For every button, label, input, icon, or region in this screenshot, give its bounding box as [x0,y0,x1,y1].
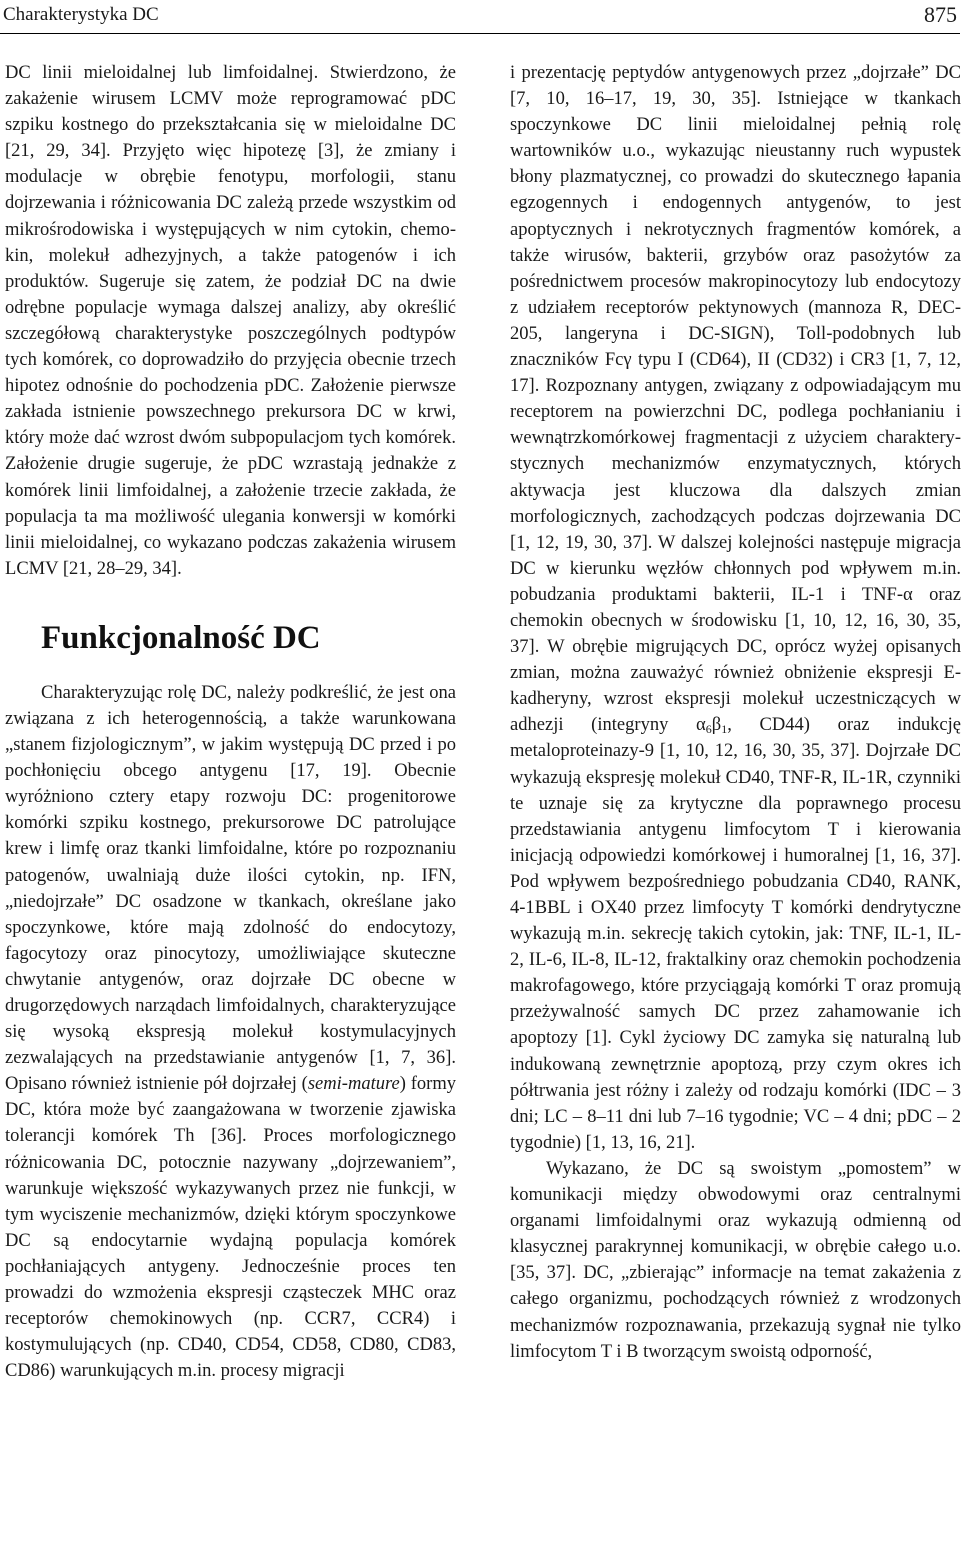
left-paragraph-2-start: Charakteryzując rolę DC, należy podkreślić, że jest ona związana z ich heterogennością, a także warunkowana „stanem fizjologicznym”, w jakim występują DC przed i po pochłonięciu obcego antygenu [17, 19]. Obecnie wyróżniono cztery etapy rozwoju DC: progenitorowe komórki szpiku kostnego, prekursorowe DC patrolujące krew i limfę oraz tkanki limfoidalne, które po rozpoznaniu patogenów, uwalniają duże ilości cytokin, np. IFN, „niedojrzałe” DC osadzone w tkankach, określane jako spoczynkowe, które mają zdolność do endocytozy, fagocytozy oraz pinocytozy, umożliwiające skuteczne chwytanie antygenów, oraz dojrzałe DC obecne w drugorzędowych narządach limfoidalnych, charakteryzujące się wysoką ekspresją molekuł kostymulacyjnych zezwalających na przedstawianie antygenów [1, 7, 36]. Opisano również istnienie pół dojrzałej ( [5,681,456,1095]
right-paragraph-1 [510,60,961,1156]
right-column [510,60,961,1365]
left-paragraph-1: DC linii mieloidalnej lub limfoidalnej. Stwierdzono, że zakażenie wirusem LCMV może reprogramować pDC szpiku kostnego do przekształcania się w mieloidalne DC [21, 29, 34]. Przyjęto więc hipotezę [3], że zmiany i modulacje w obrębie fenotypu, morfologii, stanu dojrzewania i różnicowania DC zależą przede wszystkim od mikrośrodowiska i występujących w nim cytokin, chemokin, molekuł adhezyjnych, a także patogenów i ich produktów. Sugeruje się zatem, że podział DC na dwie odrębne populacje wymaga dalszej analizy, aby określić szczegółową charakterystyke poszczególnych podtypów tych komórek, co doprowadziło do przyjęcia obecnie trzech hipotez odnośnie do pochodzenia pDC. Założenie pierwsze zakłada istnienie powszechnego prekursora DC w krwi, który może dać wzrost dwóm subpopulacjom tych komórek. Założenie drugie sugeruje, że pDC wzrastają jednakże z komórek linii limfoidalnej, a założenie trzecie zakłada, że populacja ta ma możliwość ulegania konwersji w komórki linii mieloidalnej, co wykazano podczas zakażenia wirusem LCMV [21, 28–29, 34]. [5,62,456,579]
italic-term: semi-mature [307,1073,400,1095]
page-number: 875 [924,2,957,27]
beta-symbol: β [711,714,722,736]
right-paragraph-1-part-c: , CD44) oraz indukcję metaloproteinazy-9 [1, 10, 12, 16, 30, 35, 37]. Dojrzałe DC wykazują ekspresję molekuł CD40, TNF-R, IL-1R, czynniki te uznaje się za krytyczne dla poprawnego procesu przedstawiania antygenu limfocytom T i kierowania inicjacją odpowiedzi komórkowej i humoralnej [1, 16, 37]. Pod wpływem bezpośredniego pobudzania CD40, RANK, 4-1BBL i OX40 przez limfocyty T komórki dendrytyczne wykazują m.in. sekrecję takich cytokin, jak: TNF, IL-1, IL-2, IL-6, IL-8, IL-12, fraktalkiny oraz chemokin pochodzenia makrofagowego, które przyciągają komórki T oraz promują przeżywalność samych DC przez zahamowanie ich apoptozy [1]. Cykl życiowy DC zamyka się naturalną lub indukowaną zewnętrznie apoptozą, przy czym okres ich półtrwania jest różny i zależy od rodzaju komórki (IDC – 3 dni; LC – 8–11 dni lub 7–16 tygodnie; VC – 4 dni; pDC – 2 tygodnie) [1, 13, 16, 21]. [510,714,961,1153]
right-paragraph-1-part-a: i prezentację peptydów antygenowych przez „dojrzałe” DC [7, 10, 16–17, 19, 30, 35]. Istniejące w tkankach spoczynkowe DC linii mieloidalnej pełnią rolę wartowników u.o., wykazując nieustanny ruch wypustek błony plazmatycznej, co prowadzi do skutecznego łapania egzogennych i endogennych antygenów, to jest apoptycznych i nekrotycznych fragmentów komórek, a także wirusów, bakterii, grzybów oraz pasożytów za pośrednictwem procesów makropinocytozy lub endocytozy z udziałem receptorów pektynowych (mannoza R, DEC-205, langeryna i DC-SIGN), Toll-podobnych lub znaczników Fcγ typu I (CD64), II (CD32) i CR3 [1, 7, 12, 17]. Rozpoznany antygen, związany z odpowiadającym mu receptorem na powierzchni DC, podlega pochłanianiu i wewnątrzkomórkowej fragmentacji z użyciem charakterystycznych mechanizmów enzymatycznych, których aktywacja jest kluczowa dla dalszych zmian morfologicznych, zachodzących podczas dojrzewania DC [1, 12, 19, 30, 37]. W dalszej kolejności następuje migracja DC w kierunku węzłów chłonnych pod wpływem m.in. pobudzania produktami bakterii, IL-1 i TNF-α oraz chemokin obecnych w środowisku [1, 10, 12, 16, 30, 35, 37]. W obrębie migrujących DC, oprócz wyżej opisanych zmian, można zauważyć również obniżenie ekspresji E-kadheryny, wzrost ekspresji molekuł uczestniczących w adhezji (integryny α [510,62,961,736]
running-title: Charakterystyka DC [3,4,159,25]
running-header [3,0,957,30]
left-paragraph-2 [5,680,456,1385]
right-paragraph-2: Wykazano, że DC są swoistym „pomostem” w komunikacji między obwodowymi oraz centralnymi organami limfoidalnymi oraz wykazują odmienną od klasycznej parakrynnej komunikacji, w obrębie całego u.o. [35, 37]. DC, „zbierając” informacje na temat zakażenia z całego organizmu, pochodzących również z wrodzonych mechanizmów rozpoznawania, przekazują sygnał nie tylko limfocytom T i B tworzącym swoistą odporność, [510,1157,961,1362]
beta-subscript: 1 [721,722,728,737]
section-heading: Funkcjonalność DC [41,619,321,656]
left-paragraph-2-end: ) formy DC, która może być zaangażowana w tworzenie zjawiska tolerancji komórek Th [36]. Proces morfologicznego różnicowania DC, potocznie nazywany „dojrzewaniem”, warunkuje większość wykazywanych przez nie funkcji, w tym wyciszenie mechanizmów, dzięki którym spoczynkowe DC są endocytarnie wydajną populacja komórek pochłaniających antygeny. Jednocześnie proces ten prowadzi do wzmożenia ekspresji cząsteczek MHC oraz receptorów chemokinowych (np. CCR7, CCR4) i kostymulujących (np. CD40, CD54, CD58, CD80, CD83, CD86) warunkujących m.in. procesy migracji [5,1073,457,1382]
left-column [5,60,456,1384]
header-rule [0,33,960,34]
alpha-subscript: 6 [705,722,712,737]
